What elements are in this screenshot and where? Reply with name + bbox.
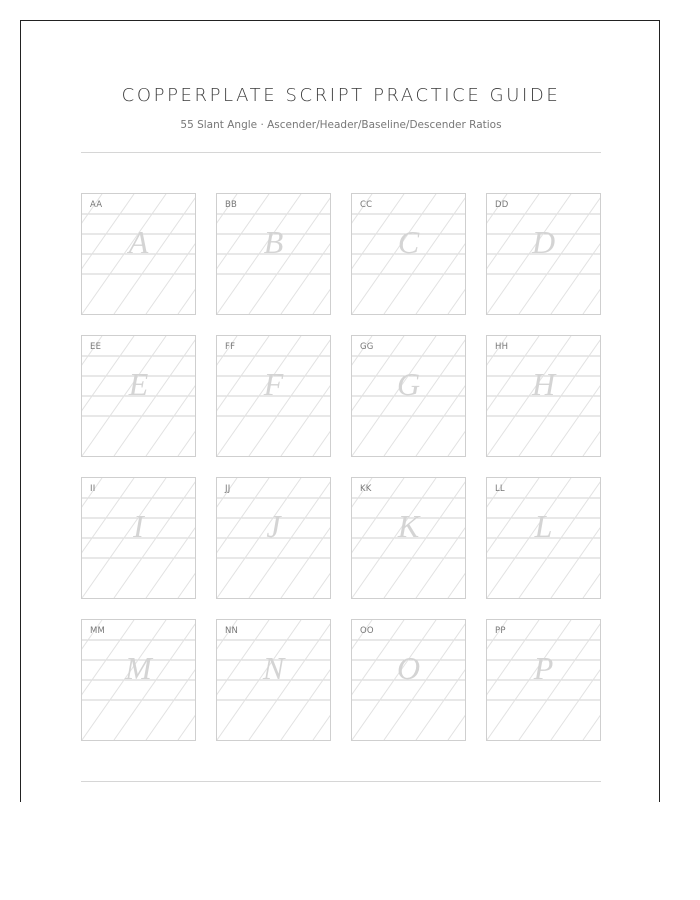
practice-cell: [486, 193, 601, 315]
practice-cell: [216, 619, 331, 741]
practice-cell: [351, 477, 466, 599]
practice-cell: [351, 619, 466, 741]
cell-code: OO: [360, 626, 374, 636]
practice-cell: [81, 619, 196, 741]
practice-cell: [81, 335, 196, 457]
cell-code: FF: [225, 342, 236, 352]
cell-letter: I: [133, 508, 144, 544]
cell-code: BB: [225, 200, 238, 210]
practice-cell: [486, 477, 601, 599]
practice-cell: [81, 193, 196, 315]
top-divider: [81, 152, 601, 153]
page-subtitle: 55 Slant Angle · Ascender/Header/Baseline/Descender Ratios: [180, 119, 502, 131]
cell-letter: D: [531, 224, 556, 260]
cell-letter: K: [397, 508, 420, 544]
practice-cell: [486, 335, 601, 457]
page-title: COPPERPLATE SCRIPT PRACTICE GUIDE: [121, 85, 561, 106]
cell-letter: F: [263, 366, 284, 402]
cell-letter: E: [128, 366, 149, 402]
practice-cell: [486, 619, 601, 741]
cell-letter: G: [396, 366, 421, 402]
cell-code: EE: [90, 342, 102, 352]
cell-letter: J: [266, 508, 281, 544]
cell-code: CC: [360, 200, 373, 210]
practice-cell: [81, 477, 196, 599]
cell-code: II: [90, 484, 96, 494]
practice-cell: [216, 477, 331, 599]
cell-code: AA: [90, 200, 103, 210]
practice-sheet: [20, 20, 660, 802]
practice-cell: [351, 335, 466, 457]
cell-letter: N: [262, 650, 285, 686]
cell-letter: C: [397, 224, 420, 260]
cell-letter: A: [128, 224, 149, 260]
practice-cell: [216, 193, 331, 315]
practice-cell: [216, 335, 331, 457]
cell-letter: M: [125, 650, 152, 686]
cell-letter: L: [534, 508, 553, 544]
cell-code: DD: [495, 200, 509, 210]
cell-code: GG: [360, 342, 374, 352]
cell-letter: O: [396, 650, 421, 686]
cell-code: PP: [495, 626, 506, 636]
cell-code: NN: [225, 626, 239, 636]
cell-letter: P: [533, 650, 554, 686]
cell-code: KK: [360, 484, 372, 494]
cell-letter: B: [263, 224, 284, 260]
practice-cell: [351, 193, 466, 315]
cell-code: JJ: [225, 484, 231, 494]
cell-code: LL: [495, 484, 505, 494]
bottom-divider: [81, 781, 601, 782]
cell-code: HH: [495, 342, 509, 352]
cell-letter: H: [531, 366, 556, 402]
cell-code: MM: [90, 626, 106, 636]
